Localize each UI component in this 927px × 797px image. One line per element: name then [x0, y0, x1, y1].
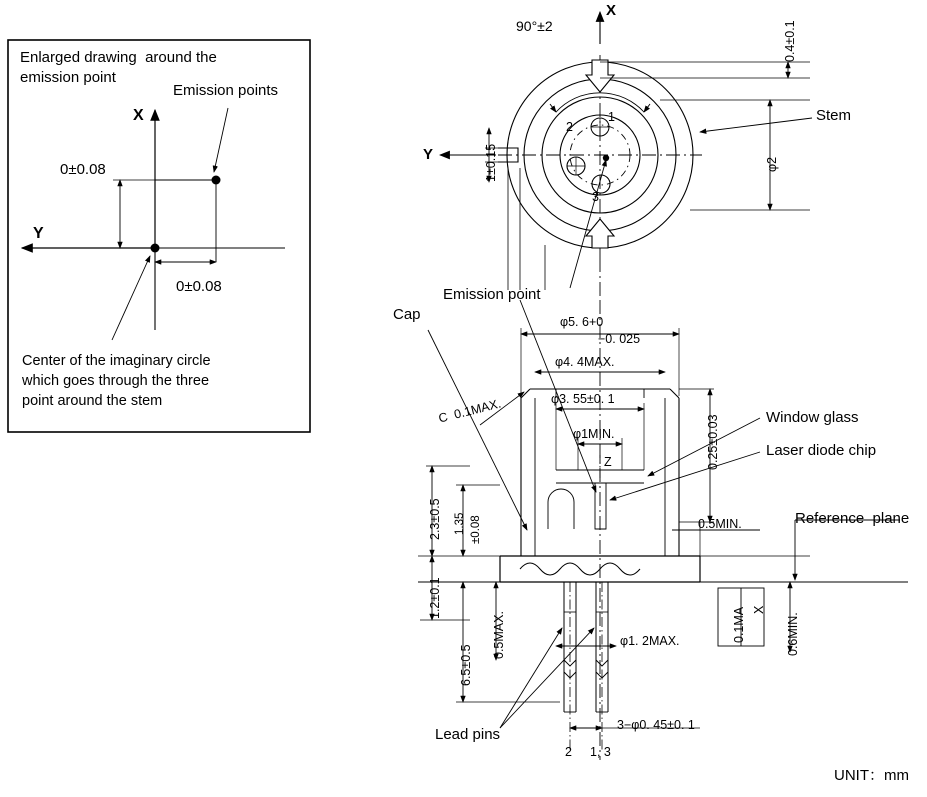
- dim-3-phi045: 3−φ0. 45±0. 1: [617, 718, 695, 732]
- topview-pin-3: 3: [592, 190, 599, 204]
- pin-label-13: 1, 3: [590, 745, 611, 759]
- dim-x-mark: X: [752, 605, 766, 614]
- topview-dim-04pm01: 0.4±0.1: [783, 20, 797, 62]
- laser-diode-chip-label: Laser diode chip: [766, 442, 877, 459]
- inset-note-line1: Center of the imaginary circle: [22, 353, 211, 369]
- dim-phi56-bottom: −0. 025: [598, 332, 641, 346]
- emission-points-label: Emission points: [173, 82, 279, 99]
- dim-025: 0.25±0.03: [706, 414, 720, 470]
- dim-05min: 0.5MIN.: [698, 517, 742, 531]
- topview-dim-1pm015: 1±0.15: [484, 143, 498, 182]
- lead-pins-label: Lead pins: [435, 726, 501, 743]
- dim-phi1min: φ1MIN.: [573, 427, 615, 441]
- dim-z-label: Z: [604, 455, 612, 469]
- topview-pin-2: 2: [566, 120, 573, 134]
- dim-12: 1.2±0.1: [428, 577, 442, 619]
- topview-dim-phi2: φ2: [765, 156, 779, 172]
- dim-135-bottom: ±0.08: [470, 515, 482, 544]
- pin-label-2: 2: [565, 745, 572, 759]
- inset-note-line2: which goes through the three: [22, 373, 210, 389]
- dim-06min: 0.6MIN.: [786, 612, 800, 656]
- dim-23: 2.3±0.5: [428, 498, 442, 540]
- topview-axis-x-label: X: [606, 2, 617, 19]
- window-glass-label: Window glass: [766, 409, 859, 426]
- inset-axis-x-label: X: [133, 107, 144, 124]
- topview-axis-y-label: Y: [423, 146, 434, 163]
- dim-phi355: φ3. 55±0. 1: [551, 392, 615, 406]
- inset-axis-y-label: Y: [33, 225, 44, 242]
- dim-phi56-top: φ5. 6+0: [560, 315, 604, 329]
- unit-note: UNIT：mm: [834, 767, 909, 784]
- dim-phi12max: φ1. 2MAX.: [620, 634, 680, 648]
- dim-65: 6.5±0.5: [459, 644, 473, 686]
- inset-vertical-tolerance: 0±0.08: [60, 161, 106, 178]
- dim-135-top: 1.35: [454, 512, 466, 535]
- cap-label: Cap: [393, 306, 421, 323]
- inset-note-line3: point around the stem: [22, 393, 163, 409]
- dim-phi44: φ4. 4MAX.: [555, 355, 615, 369]
- inset-title: Enlarged drawing around the: [20, 49, 217, 66]
- dim-c01max: C 0.1MAX.: [437, 396, 503, 426]
- dim-01ma: 0.1MA: [732, 606, 746, 643]
- stem-label: Stem: [816, 107, 852, 124]
- topview-angle-dim: 90°±2: [516, 18, 553, 34]
- reference-plane-label: Reference plane: [795, 510, 910, 527]
- inset-horizontal-tolerance: 0±0.08: [176, 278, 222, 295]
- dim-05max: 0.5MAX.: [492, 611, 506, 659]
- topview-pin-1: 1: [608, 110, 615, 124]
- inset-title-line2: emission point: [20, 69, 116, 86]
- emission-point-label: Emission point: [443, 286, 541, 303]
